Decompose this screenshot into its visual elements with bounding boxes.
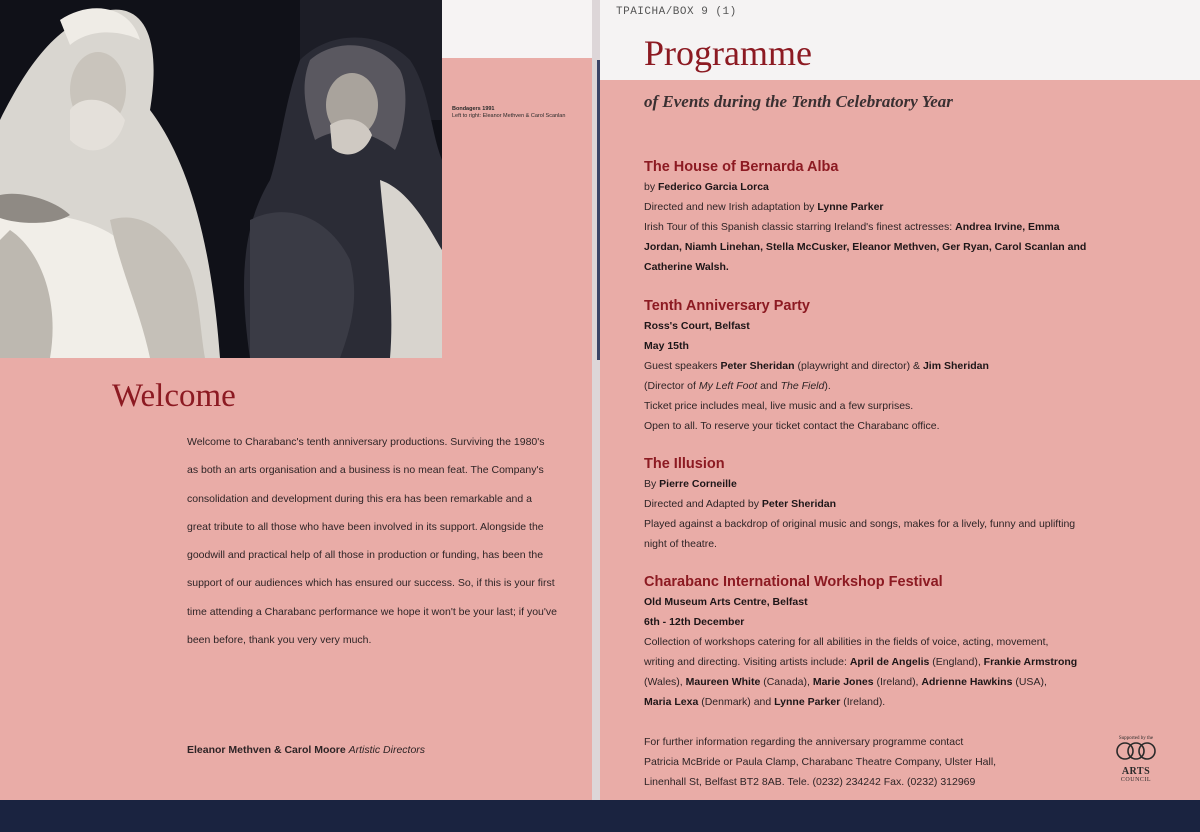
event-desc-line <box>644 217 1184 237</box>
artist-name: April de Angelis <box>849 656 930 668</box>
photo-caption <box>452 106 572 120</box>
date-text: 6th - 12th December <box>644 616 745 628</box>
programme-subtitle: of Events during the Tenth Celebratory Year <box>644 92 953 111</box>
event-ticket-line: Ticket price includes meal, live music and a few surprises. <box>644 400 914 412</box>
venue-text: Ross's Court, Belfast <box>644 320 750 332</box>
event-cast-line <box>644 257 1184 277</box>
directed-prefix: Directed and new Irish adaptation by <box>644 201 818 213</box>
by-prefix: by <box>644 181 659 193</box>
artist-country: (Denmark) and <box>698 696 775 708</box>
welcome-body: Welcome to Charabanc's tenth anniversary productions. Surviving the 1980's as both an arts organisation and a business is no mean feat. The Company's consolidation and development during this era has been remarkable and a great tribute to all those who have been involved in its support. Alongside the goodwill and practical help of all those in production or funding, has been the support of our audiences which has ensured our success. So, if this is your first time attending a Charabanc performance we hope it won't be your last; if you've been before, thank you very very much. <box>187 436 557 647</box>
event-workshop-festival <box>644 572 1184 712</box>
guest-prefix: Guest speakers <box>644 360 721 372</box>
event-author: Pierre Corneille <box>659 478 737 490</box>
cast-line-3: Catherine Walsh. <box>644 261 729 273</box>
artist-name: Adrienne Hawkins <box>921 676 1013 688</box>
directed-prefix: Directed and Adapted by <box>644 498 762 510</box>
signature-role: Artistic Directors <box>348 744 426 756</box>
cast-line-2: Jordan, Niamh Linehan, Stella McCusker, Eleanor Methven, Ger Ryan, Carol Scanlan and <box>644 241 1087 253</box>
artist-name: Maria Lexa <box>644 696 699 708</box>
event-title: Tenth Anniversary Party <box>644 298 810 314</box>
event-director-of-line <box>644 376 1184 396</box>
event-desc-line: Collection of workshops catering for all abilities in the fields of voice, acting, movement, <box>644 636 1049 648</box>
venue-text: Old Museum Arts Centre, Belfast <box>644 596 808 608</box>
artist-country: (England), <box>929 656 984 668</box>
event-title: The House of Bernarda Alba <box>644 159 839 175</box>
programme-page <box>600 0 1200 800</box>
contact-line: Linenhall St, Belfast BT2 8AB. Tele. (0232) 234242 Fax. (0232) 312969 <box>644 776 976 788</box>
event-author: Federico Garcia Lorca <box>658 181 769 193</box>
event-artists-line <box>644 652 1184 672</box>
signature <box>187 744 425 756</box>
signature-names: Eleanor Methven & Carol Moore <box>187 744 346 756</box>
welcome-page <box>0 0 592 800</box>
event-desc-line: night of theatre. <box>644 538 717 550</box>
artist-name: Lynne Parker <box>774 696 841 708</box>
logo-big-text: ARTS <box>1121 766 1151 777</box>
event-artists-line <box>644 692 1184 712</box>
artist-country: (USA), <box>1012 676 1047 688</box>
event-desc-line: Played against a backdrop of original music and songs, makes for a lively, funny and uplifting <box>644 518 1076 530</box>
logo-small-text: Supported by the <box>1118 736 1154 741</box>
contact-line: For further information regarding the anniversary programme contact <box>644 736 964 748</box>
event-director-line <box>644 494 1184 514</box>
cast-line-1: Andrea Irvine, Emma <box>955 221 1060 233</box>
artist-country: (Canada), <box>760 676 813 688</box>
event-open-line: Open to all. To reserve your ticket contact the Charabanc office. <box>644 420 940 432</box>
and-text: and <box>757 380 781 392</box>
event-artists-line <box>644 672 1184 692</box>
guest-2: Jim Sheridan <box>922 360 989 372</box>
artist-country: (Ireland). <box>840 696 886 708</box>
archive-reference: TPAICHA/BOX 9 (1) <box>616 6 737 18</box>
welcome-heading: Welcome <box>112 378 236 414</box>
event-bernarda-alba <box>644 157 1184 277</box>
director-of-suffix: ). <box>824 380 831 392</box>
page-top-strip <box>442 0 592 58</box>
event-venue <box>644 592 1184 612</box>
event-author-line <box>644 177 1184 197</box>
artist-country: (Ireland), <box>873 676 922 688</box>
photo-illustration <box>0 0 442 358</box>
guest-1-role: (playwright and director) & <box>794 360 923 372</box>
event-date <box>644 612 1184 632</box>
event-date <box>644 336 1184 356</box>
event-anniversary-party <box>644 296 1184 436</box>
event-director: Lynne Parker <box>817 201 884 213</box>
logo-sub-text: COUNCIL <box>1120 777 1152 783</box>
production-photo <box>0 0 442 358</box>
programme-title: Programme <box>644 33 812 73</box>
event-guests-line <box>644 356 1184 376</box>
event-author-line <box>644 474 1184 494</box>
date-text: May 15th <box>644 340 689 352</box>
artist-name: Marie Jones <box>812 676 874 688</box>
arts-council-logo <box>1104 736 1168 783</box>
caption-text: Left to right: Eleanor Methven & Carol Scanlan <box>452 113 566 119</box>
contact-line: Patricia McBride or Paula Clamp, Charabanc Theatre Company, Ulster Hall, <box>644 756 997 768</box>
film-2: The Field <box>780 380 825 392</box>
artist-country: (Wales), <box>644 676 686 688</box>
contact-info <box>644 732 1084 792</box>
bottom-bar <box>0 800 1200 832</box>
event-director-line <box>644 197 1184 217</box>
by-prefix: By <box>644 478 660 490</box>
artist-name: Frankie Armstrong <box>983 656 1078 668</box>
event-title: The Illusion <box>644 456 725 472</box>
event-venue <box>644 316 1184 336</box>
guest-1: Peter Sheridan <box>720 360 795 372</box>
director-of-prefix: (Director of <box>644 380 699 392</box>
event-the-illusion <box>644 454 1184 554</box>
event-director: Peter Sheridan <box>761 498 837 510</box>
event-title: Charabanc International Workshop Festival <box>644 574 943 590</box>
caption-title: Bondagers 1991 <box>452 106 495 112</box>
film-1: My Left Foot <box>698 380 758 392</box>
desc-prefix: Irish Tour of this Spanish classic starring Ireland's finest actresses: <box>644 221 956 233</box>
artists-prefix: writing and directing. Visiting artists include: <box>644 656 850 668</box>
arts-council-emblem-icon <box>1114 741 1158 761</box>
event-cast-line <box>644 237 1184 257</box>
artist-name: Maureen White <box>685 676 761 688</box>
